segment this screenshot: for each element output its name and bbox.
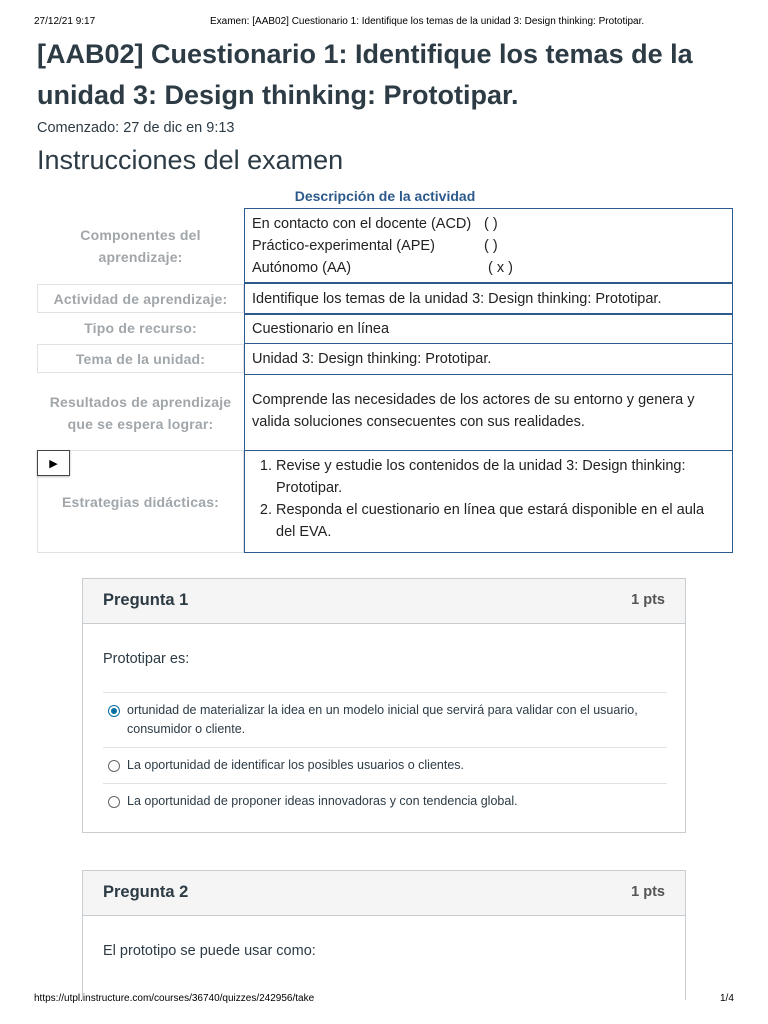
answer-list xyxy=(103,692,667,819)
started-timestamp: Comenzado: 27 de dic en 9:13 xyxy=(37,120,235,136)
question-points: 1 pts xyxy=(631,884,665,900)
print-url: https://utpl.instructure.com/courses/36740/quizzes/242956/take xyxy=(34,993,315,1004)
question-text: El prototipo se puede usar como: xyxy=(103,943,316,959)
radio-selected-icon[interactable] xyxy=(108,705,120,717)
activity-value: Identifique los temas de la unidad 3: Design thinking: Prototipar. xyxy=(244,283,733,315)
question-header xyxy=(83,579,685,624)
strategy-item: 1. Revise y estudie los contenidos de la unidad 3: Design thinking: Prototipar. xyxy=(276,455,725,499)
print-document-title: Examen: [AAB02] Cuestionario 1: Identifique los temas de la unidad 3: Design thinking: Prototipar. xyxy=(210,16,645,27)
outcomes-row xyxy=(37,374,733,451)
activity-row xyxy=(37,283,733,315)
question-title: Pregunta 1 xyxy=(103,591,189,609)
component-aa xyxy=(252,257,725,279)
component-label: Autónomo (AA) xyxy=(252,260,352,276)
question-text: Prototipar es: xyxy=(103,651,190,667)
play-button[interactable] xyxy=(37,450,70,476)
answer-option-3[interactable] xyxy=(103,783,667,819)
strategy-item: 2. Responda el cuestionario en línea que estará disponible en el aula del EVA. xyxy=(276,499,725,543)
print-footer xyxy=(0,993,768,1007)
question-points: 1 pts xyxy=(631,592,665,608)
strategies-value xyxy=(244,450,733,553)
component-mark: ( ) xyxy=(484,238,498,254)
question-2 xyxy=(82,870,686,1000)
component-mark: ( ) xyxy=(484,216,498,232)
outcomes-label: Resultados de aprendizaje que se espera lograr: xyxy=(49,393,232,432)
components-value xyxy=(244,208,733,283)
answer-text: La oportunidad de proponer ideas innovadoras y con tendencia global. xyxy=(127,794,518,808)
question-1 xyxy=(82,578,686,833)
print-date: 27/12/21 9:17 xyxy=(34,16,96,27)
unit-topic-label: Tema de la unidad: xyxy=(37,344,244,373)
component-ape xyxy=(252,235,725,257)
component-acd xyxy=(252,213,725,235)
component-label: En contacto con el docente (ACD) xyxy=(252,216,472,232)
strategies-list xyxy=(252,455,725,543)
components-row xyxy=(37,208,733,283)
strategies-label: Estrategias didácticas: xyxy=(37,450,244,553)
print-header xyxy=(0,16,768,30)
instructions-heading: Instrucciones del examen xyxy=(37,145,344,175)
activity-label: Actividad de aprendizaje: xyxy=(37,284,244,313)
resource-type-row xyxy=(37,313,733,343)
page-title: [AAB02] Cuestionario 1: Identifique los temas de la unidad 3: Design thinking: Prototipar. xyxy=(37,39,693,110)
unit-topic-value: Unidad 3: Design thinking: Prototipar. xyxy=(244,343,733,375)
answer-text: La oportunidad de identificar los posibles usuarios o clientes. xyxy=(127,758,465,772)
strategies-row xyxy=(37,450,733,553)
activity-caption: Descripción de la actividad xyxy=(294,188,476,204)
component-label: Práctico-experimental (APE) xyxy=(252,238,435,254)
resource-type-label: Tipo de recurso: xyxy=(84,320,197,336)
components-label: Componentes del aprendizaje: xyxy=(80,226,201,265)
answer-text: ortunidad de materializar la idea en un modelo inicial que servirá para validar con el usuario, consumidor o cliente. xyxy=(127,703,638,736)
print-page-number: 1/4 xyxy=(720,993,734,1004)
resource-type-value: Cuestionario en línea xyxy=(244,313,733,344)
radio-icon[interactable] xyxy=(108,760,120,772)
answer-option-2[interactable] xyxy=(103,747,667,783)
component-mark: ( x ) xyxy=(488,260,513,276)
radio-icon[interactable] xyxy=(108,796,120,808)
unit-topic-row xyxy=(37,343,733,375)
play-icon: ▶ xyxy=(49,457,58,470)
question-header xyxy=(83,871,685,916)
answer-option-1[interactable] xyxy=(103,692,667,747)
question-title: Pregunta 2 xyxy=(103,883,189,901)
outcomes-value: Comprende las necesidades de los actores de su entorno y genera y valida soluciones consecuentes con sus realidades. xyxy=(244,374,733,451)
